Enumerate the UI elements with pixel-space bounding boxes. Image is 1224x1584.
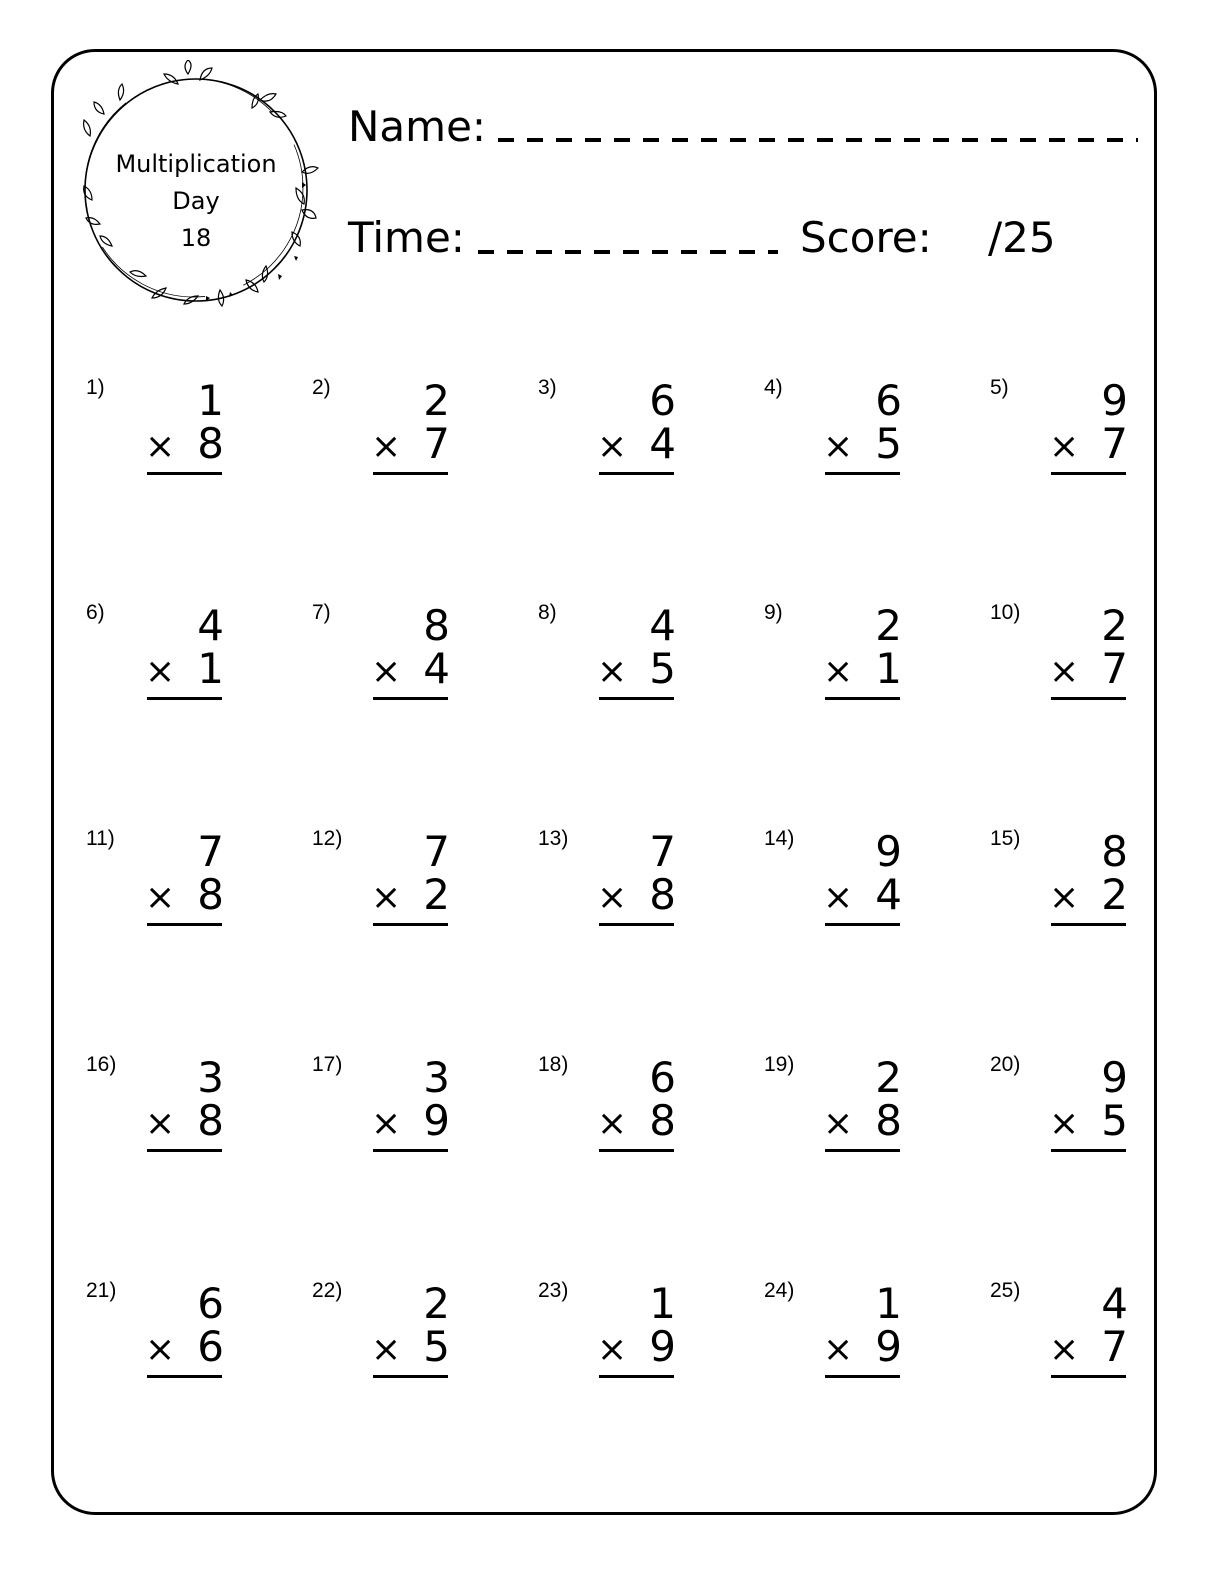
answer-line[interactable] bbox=[825, 923, 900, 926]
multiplicand: 1 bbox=[649, 1279, 676, 1328]
times-icon: × bbox=[823, 877, 854, 918]
multiplier: 7 bbox=[1101, 1322, 1128, 1371]
answer-line[interactable] bbox=[147, 923, 222, 926]
problem-number: 8) bbox=[538, 601, 557, 624]
problem-number: 2) bbox=[312, 376, 331, 399]
problem-number: 9) bbox=[764, 601, 783, 624]
multiplier: 8 bbox=[875, 1096, 902, 1145]
times-icon: × bbox=[371, 651, 402, 692]
times-icon: × bbox=[823, 1329, 854, 1370]
multiplicand: 1 bbox=[875, 1279, 902, 1328]
times-icon: × bbox=[1049, 1329, 1080, 1370]
answer-line[interactable] bbox=[373, 923, 448, 926]
multiplier: 9 bbox=[649, 1322, 676, 1371]
problem-item bbox=[990, 1053, 1216, 1173]
multiplicand: 9 bbox=[1101, 376, 1128, 425]
answer-line[interactable] bbox=[1051, 472, 1126, 475]
multiplicand: 3 bbox=[197, 1053, 224, 1102]
problem-item bbox=[86, 376, 312, 496]
multiplier: 1 bbox=[197, 644, 224, 693]
time-field[interactable] bbox=[478, 250, 778, 254]
multiplicand: 1 bbox=[197, 376, 224, 425]
multiplier: 5 bbox=[875, 419, 902, 468]
multiplier: 6 bbox=[197, 1322, 224, 1371]
name-label: Name: bbox=[348, 102, 487, 151]
multiplier: 8 bbox=[649, 1096, 676, 1145]
problem-number: 1) bbox=[86, 376, 105, 399]
multiplicand: 7 bbox=[649, 827, 676, 876]
multiplier: 5 bbox=[649, 644, 676, 693]
problem-item bbox=[538, 1279, 764, 1399]
times-icon: × bbox=[597, 426, 628, 467]
problem-number: 25) bbox=[990, 1279, 1021, 1302]
problem-number: 16) bbox=[86, 1053, 117, 1076]
problem-item bbox=[312, 376, 538, 496]
multiplicand: 6 bbox=[649, 376, 676, 425]
problem-number: 24) bbox=[764, 1279, 795, 1302]
problem-number: 21) bbox=[86, 1279, 117, 1302]
answer-line[interactable] bbox=[373, 697, 448, 700]
multiplicand: 6 bbox=[197, 1279, 224, 1328]
multiplier: 7 bbox=[423, 419, 450, 468]
problem-item bbox=[86, 1279, 312, 1399]
name-field[interactable] bbox=[498, 138, 1138, 142]
answer-line[interactable] bbox=[1051, 923, 1126, 926]
multiplier: 9 bbox=[875, 1322, 902, 1371]
multiplier: 8 bbox=[197, 419, 224, 468]
problem-item bbox=[538, 376, 764, 496]
multiplicand: 7 bbox=[423, 827, 450, 876]
times-icon: × bbox=[597, 651, 628, 692]
multiplicand: 4 bbox=[1101, 1279, 1128, 1328]
multiplier: 1 bbox=[875, 644, 902, 693]
answer-line[interactable] bbox=[825, 1149, 900, 1152]
multiplicand: 4 bbox=[649, 601, 676, 650]
problem-number: 13) bbox=[538, 827, 569, 850]
badge-day-number: 18 bbox=[180, 224, 212, 252]
problem-item bbox=[990, 376, 1216, 496]
problem-item bbox=[990, 601, 1216, 721]
times-icon: × bbox=[145, 651, 176, 692]
problem-item bbox=[764, 1279, 990, 1399]
multiplier: 4 bbox=[649, 419, 676, 468]
times-icon: × bbox=[371, 1103, 402, 1144]
answer-line[interactable] bbox=[599, 697, 674, 700]
multiplier: 7 bbox=[1101, 419, 1128, 468]
problem-number: 12) bbox=[312, 827, 343, 850]
problem-item bbox=[990, 1279, 1216, 1399]
problem-number: 11) bbox=[86, 827, 115, 850]
problem-number: 10) bbox=[990, 601, 1021, 624]
multiplicand: 9 bbox=[1101, 1053, 1128, 1102]
multiplicand: 7 bbox=[197, 827, 224, 876]
multiplicand: 4 bbox=[197, 601, 224, 650]
problem-item bbox=[764, 827, 990, 947]
badge-title: Multiplication bbox=[115, 150, 277, 178]
answer-line[interactable] bbox=[825, 472, 900, 475]
times-icon: × bbox=[371, 1329, 402, 1370]
multiplicand: 6 bbox=[875, 376, 902, 425]
problem-number: 22) bbox=[312, 1279, 343, 1302]
answer-line[interactable] bbox=[1051, 697, 1126, 700]
answer-line[interactable] bbox=[373, 1375, 448, 1378]
times-icon: × bbox=[597, 877, 628, 918]
problem-item bbox=[764, 601, 990, 721]
multiplier: 5 bbox=[1101, 1096, 1128, 1145]
multiplicand: 2 bbox=[875, 1053, 902, 1102]
answer-line[interactable] bbox=[599, 472, 674, 475]
answer-line[interactable] bbox=[147, 1149, 222, 1152]
times-icon: × bbox=[371, 426, 402, 467]
problem-number: 6) bbox=[86, 601, 105, 624]
problem-item bbox=[312, 1053, 538, 1173]
problem-item bbox=[538, 601, 764, 721]
multiplier: 2 bbox=[423, 870, 450, 919]
multiplier: 8 bbox=[649, 870, 676, 919]
multiplier: 8 bbox=[197, 1096, 224, 1145]
multiplier: 2 bbox=[1101, 870, 1128, 919]
problem-item bbox=[764, 376, 990, 496]
times-icon: × bbox=[145, 877, 176, 918]
problem-item bbox=[538, 1053, 764, 1173]
multiplicand: 8 bbox=[1101, 827, 1128, 876]
answer-line[interactable] bbox=[1051, 1149, 1126, 1152]
problem-item bbox=[538, 827, 764, 947]
badge-day-label: Day bbox=[172, 187, 220, 215]
multiplicand: 9 bbox=[875, 827, 902, 876]
time-label: Time: bbox=[348, 213, 465, 262]
answer-line[interactable] bbox=[147, 1375, 222, 1378]
worksheet-badge bbox=[78, 146, 314, 257]
problem-number: 3) bbox=[538, 376, 557, 399]
problem-item bbox=[86, 827, 312, 947]
answer-line[interactable] bbox=[825, 697, 900, 700]
answer-line[interactable] bbox=[147, 472, 222, 475]
times-icon: × bbox=[1049, 426, 1080, 467]
times-icon: × bbox=[145, 426, 176, 467]
score-label: Score: bbox=[800, 213, 932, 262]
problem-number: 18) bbox=[538, 1053, 569, 1076]
multiplier: 4 bbox=[423, 644, 450, 693]
multiplicand: 2 bbox=[423, 376, 450, 425]
times-icon: × bbox=[145, 1103, 176, 1144]
times-icon: × bbox=[1049, 1103, 1080, 1144]
problem-number: 19) bbox=[764, 1053, 795, 1076]
multiplicand: 2 bbox=[1101, 601, 1128, 650]
problem-number: 5) bbox=[990, 376, 1009, 399]
problem-number: 15) bbox=[990, 827, 1021, 850]
problem-number: 17) bbox=[312, 1053, 343, 1076]
answer-line[interactable] bbox=[1051, 1375, 1126, 1378]
problem-item bbox=[86, 1053, 312, 1173]
multiplier: 7 bbox=[1101, 644, 1128, 693]
multiplier: 5 bbox=[423, 1322, 450, 1371]
multiplicand: 2 bbox=[423, 1279, 450, 1328]
problem-item bbox=[990, 827, 1216, 947]
times-icon: × bbox=[823, 1103, 854, 1144]
times-icon: × bbox=[1049, 651, 1080, 692]
times-icon: × bbox=[145, 1329, 176, 1370]
problem-item bbox=[86, 601, 312, 721]
problem-number: 23) bbox=[538, 1279, 569, 1302]
problem-number: 4) bbox=[764, 376, 783, 399]
problem-item bbox=[312, 1279, 538, 1399]
answer-line[interactable] bbox=[825, 1375, 900, 1378]
score-total: /25 bbox=[988, 213, 1056, 262]
answer-line[interactable] bbox=[599, 923, 674, 926]
multiplicand: 6 bbox=[649, 1053, 676, 1102]
problem-item bbox=[764, 1053, 990, 1173]
problem-number: 20) bbox=[990, 1053, 1021, 1076]
multiplicand: 2 bbox=[875, 601, 902, 650]
times-icon: × bbox=[597, 1103, 628, 1144]
answer-line[interactable] bbox=[599, 1375, 674, 1378]
problem-item bbox=[312, 601, 538, 721]
problem-number: 14) bbox=[764, 827, 795, 850]
multiplicand: 3 bbox=[423, 1053, 450, 1102]
times-icon: × bbox=[371, 877, 402, 918]
problem-number: 7) bbox=[312, 601, 331, 624]
multiplicand: 8 bbox=[423, 601, 450, 650]
problem-item bbox=[312, 827, 538, 947]
answer-line[interactable] bbox=[373, 1149, 448, 1152]
multiplier: 9 bbox=[423, 1096, 450, 1145]
answer-line[interactable] bbox=[599, 1149, 674, 1152]
times-icon: × bbox=[823, 426, 854, 467]
answer-line[interactable] bbox=[147, 697, 222, 700]
times-icon: × bbox=[597, 1329, 628, 1370]
multiplier: 4 bbox=[875, 870, 902, 919]
answer-line[interactable] bbox=[373, 472, 448, 475]
multiplier: 8 bbox=[197, 870, 224, 919]
times-icon: × bbox=[823, 651, 854, 692]
times-icon: × bbox=[1049, 877, 1080, 918]
